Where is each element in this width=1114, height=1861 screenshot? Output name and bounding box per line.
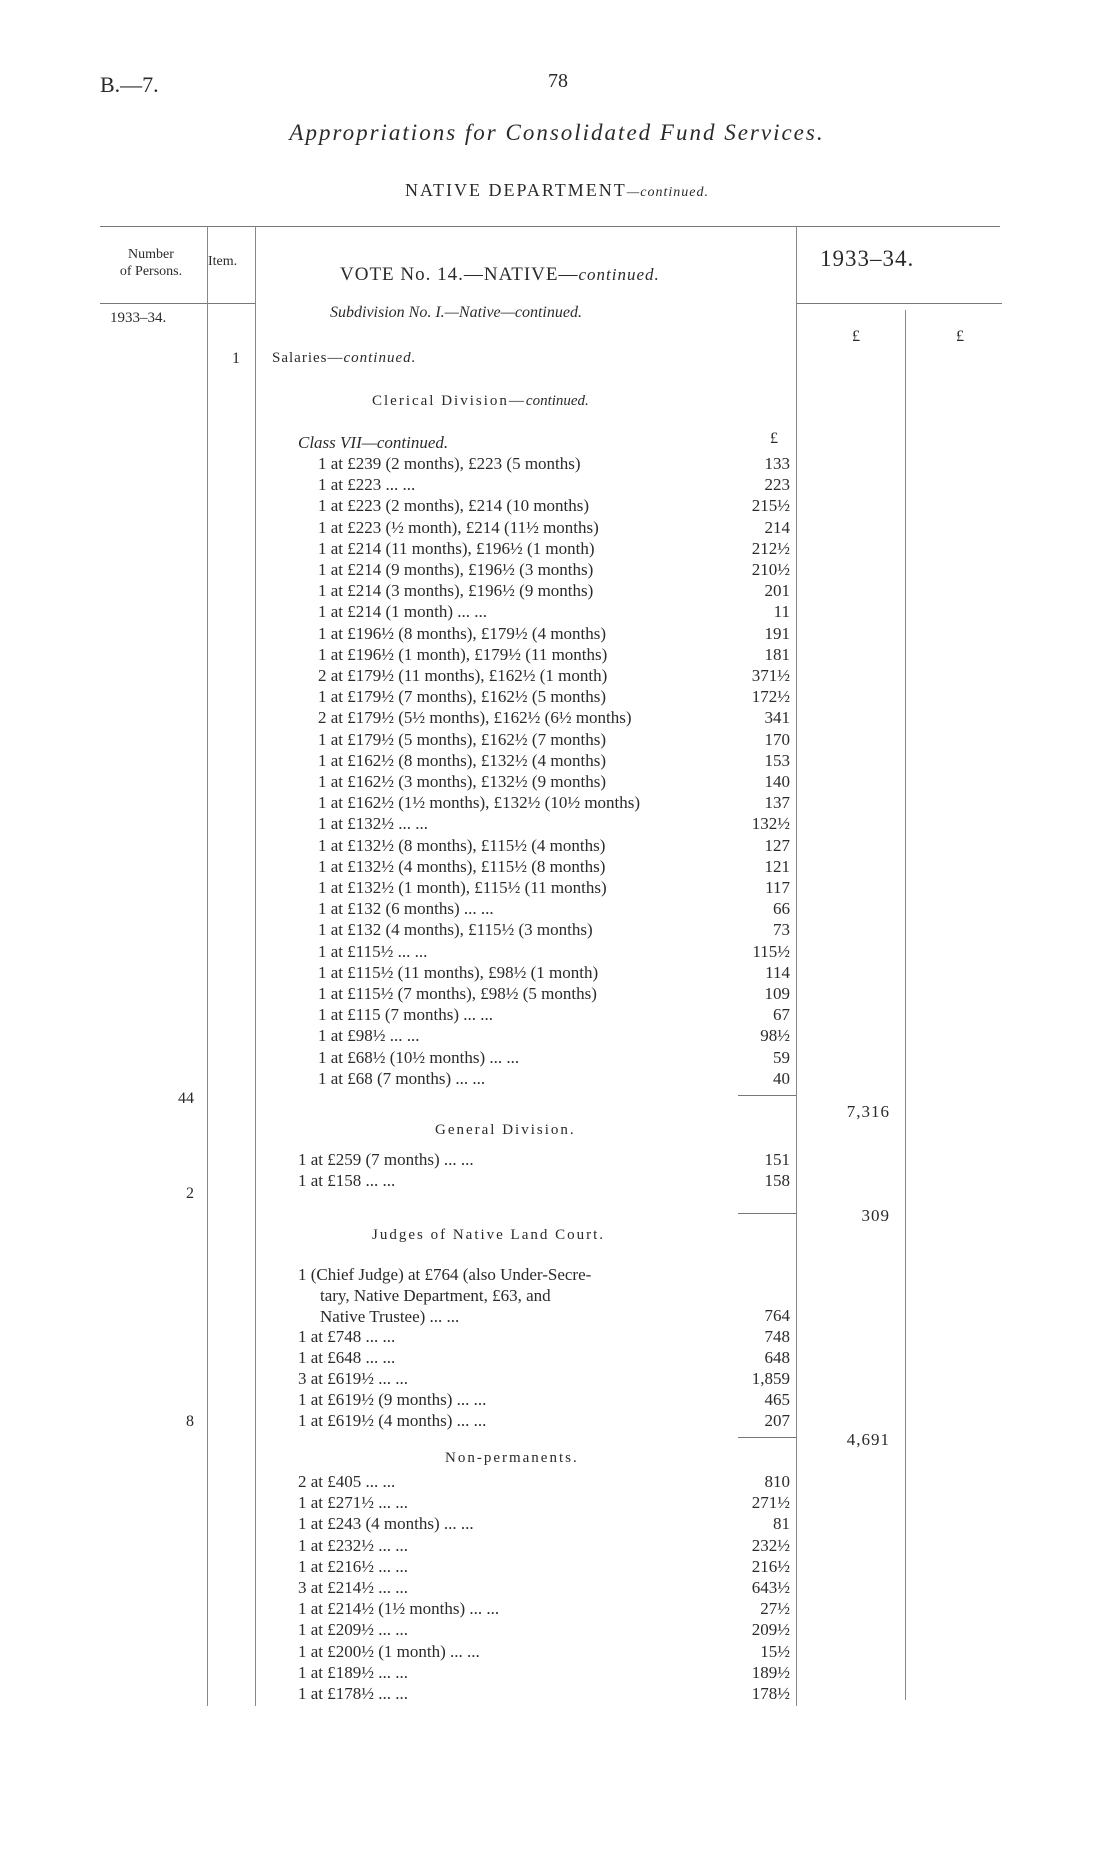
- clerical-division-heading: [372, 393, 589, 410]
- clerical-row-amount: 73: [773, 920, 790, 940]
- nonperm-row-amount: 178½: [751, 1684, 790, 1703]
- clerical-row-desc: 1 at £179½ (7 months), £162½ (5 months): [318, 687, 607, 707]
- nonperm-row-desc: 1 at £232½ ... ...: [298, 1535, 409, 1555]
- general-row-desc: 1 at £158 ... ...: [298, 1171, 396, 1190]
- clerical-row-amount: 172½: [751, 687, 790, 707]
- general-persons-count: 2: [186, 1185, 194, 1202]
- nonperm-row-amount: 810: [764, 1472, 790, 1491]
- judges-chief-line3: Native Trustee) ... ...: [320, 1307, 460, 1326]
- judges-total: 4,691: [846, 1430, 890, 1449]
- clerical-subtotal-rule: [738, 1095, 796, 1096]
- judges-row-desc: 1 at £648 ... ...: [298, 1348, 396, 1367]
- nonperm-row-desc: 1 at £178½ ... ...: [298, 1684, 409, 1703]
- clerical-total: 7,316: [846, 1102, 890, 1121]
- clerical-row-desc: 1 at £179½ (5 months), £162½ (7 months): [318, 729, 607, 749]
- clerical-heading-label: Clerical Division—: [372, 393, 526, 409]
- clerical-row-desc: 1 at £196½ (1 month), £179½ (11 months): [318, 644, 608, 664]
- general-total: 309: [861, 1206, 890, 1225]
- judges-row-desc: 1 at £619½ (4 months) ... ...: [298, 1411, 487, 1430]
- nonperm-row-desc: 1 at £189½ ... ...: [298, 1662, 409, 1682]
- judges-row-amount: 748: [764, 1327, 790, 1346]
- clerical-row-desc: 1 at £132 (6 months) ... ...: [318, 899, 494, 919]
- clerical-row-desc: 1 at £214 (3 months), £196½ (9 months): [318, 581, 594, 601]
- clerical-row-amount: 11: [773, 602, 790, 622]
- page-title: Appropriations for Consolidated Fund Services.: [289, 120, 825, 145]
- clerical-pound-sign: £: [770, 430, 778, 447]
- pound-sign-col1: £: [852, 328, 860, 345]
- column-header-persons: [96, 246, 206, 280]
- clerical-row-desc: 2 at £179½ (11 months), £162½ (1 month): [318, 666, 608, 685]
- clerical-row-desc: 1 at £223 (2 months), £214 (10 months): [318, 496, 590, 516]
- clerical-row-amount: 137: [764, 793, 790, 813]
- table-top-rule: [100, 226, 1000, 227]
- clerical-row-amount: 114: [765, 962, 790, 982]
- clerical-row-amount: 170: [764, 729, 790, 749]
- clerical-row-amount: 133: [764, 454, 790, 473]
- judges-row-amount: 1,859: [751, 1369, 790, 1388]
- clerical-row-desc: 1 at £115½ (11 months), £98½ (1 month): [318, 962, 599, 982]
- nonperm-row-amount: 216½: [751, 1556, 790, 1576]
- clerical-row-desc: 2 at £179½ (5½ months), £162½ (6½ months): [318, 708, 632, 728]
- clerical-row-desc: 1 at £132½ (8 months), £115½ (4 months): [318, 835, 606, 855]
- clerical-row-amount: 201: [764, 581, 790, 601]
- item-number: 1: [232, 350, 240, 367]
- clerical-row-amount: 191: [764, 623, 790, 643]
- vote-suffix: continued.: [578, 265, 660, 284]
- clerical-row-amount: 371½: [751, 666, 790, 685]
- general-division-heading: General Division.: [435, 1122, 576, 1138]
- judges-row-amount: 648: [764, 1348, 790, 1367]
- clerical-row-desc: 1 at £132½ ... ...: [318, 814, 429, 834]
- clerical-row-desc: 1 at £115½ ... ...: [318, 941, 428, 961]
- judges-chief-line2: tary, Native Department, £63, and: [320, 1286, 551, 1305]
- department-heading: [0, 180, 1114, 201]
- nonperm-row-amount: 209½: [751, 1620, 790, 1640]
- general-row-amount: 151: [764, 1150, 790, 1169]
- clerical-row-amount: 214: [764, 517, 790, 537]
- clerical-row-desc: 1 at £214 (11 months), £196½ (1 month): [318, 538, 595, 558]
- clerical-row-amount: 210½: [751, 560, 790, 579]
- clerical-row-amount: 67: [773, 1005, 790, 1025]
- clerical-row-desc: 1 at £214 (1 month) ... ...: [318, 602, 488, 622]
- pound-sign-col2: £: [956, 328, 964, 345]
- clerical-row-amount: 223: [764, 475, 790, 495]
- clerical-row-desc: 1 at £132½ (1 month), £115½ (11 months): [318, 878, 607, 897]
- nonperm-row-desc: 3 at £214½ ... ...: [298, 1578, 409, 1597]
- salaries-label: Salaries—: [272, 350, 344, 366]
- nonperm-row-desc: 2 at £405 ... ...: [298, 1472, 396, 1491]
- judges-chief-amount: 764: [764, 1306, 790, 1325]
- clerical-row-desc: 1 at £196½ (8 months), £179½ (4 months): [318, 623, 607, 643]
- nonperm-row-amount: 15½: [760, 1641, 790, 1661]
- judges-row-desc: 3 at £619½ ... ...: [298, 1369, 409, 1388]
- clerical-row-desc: 1 at £223 (½ month), £214 (11½ months): [318, 517, 599, 537]
- clerical-row-amount: 181: [764, 644, 790, 664]
- vote-heading: [340, 264, 660, 286]
- header-bottom-rule-right: [796, 303, 1002, 304]
- clerical-row-desc: 1 at £68½ (10½ months) ... ...: [318, 1047, 520, 1067]
- nonperm-row-amount: 271½: [751, 1493, 790, 1513]
- nonperm-row-amount: 232½: [751, 1535, 790, 1555]
- clerical-row-amount: 109: [764, 984, 790, 1003]
- clerical-row-amount: 121: [764, 856, 790, 876]
- clerical-persons-count: 44: [178, 1090, 194, 1107]
- clerical-row-desc: 1 at £239 (2 months), £223 (5 months): [318, 454, 581, 473]
- clerical-row-amount: 115½: [752, 941, 790, 961]
- judges-heading: Judges of Native Land Court.: [372, 1227, 606, 1243]
- clerical-row-amount: 132½: [751, 814, 790, 834]
- clerical-row-desc: 1 at £132½ (4 months), £115½ (8 months): [318, 856, 606, 876]
- clerical-row-amount: 341: [764, 708, 790, 728]
- clerical-row-amount: 98½: [760, 1026, 790, 1046]
- vote-title: VOTE No. 14.—NATIVE—: [340, 264, 579, 285]
- judges-persons-count: 8: [186, 1413, 194, 1430]
- column-header-year: 1933–34.: [820, 246, 915, 271]
- general-row-amount: 158: [764, 1171, 790, 1190]
- clerical-row-amount: 40: [773, 1068, 790, 1088]
- nonperm-row-desc: 1 at £209½ ... ...: [298, 1620, 409, 1640]
- amount-column-rule: [796, 226, 797, 1706]
- nonperm-row-desc: 1 at £243 (4 months) ... ...: [298, 1514, 474, 1534]
- clerical-row-amount: 59: [773, 1047, 790, 1067]
- clerical-row-amount: 215½: [751, 496, 790, 516]
- clerical-row-amount: 212½: [751, 538, 790, 558]
- judges-row-amount: 207: [764, 1411, 790, 1430]
- column-header-persons-line1: Number: [128, 247, 174, 262]
- judges-chief-line1: 1 (Chief Judge) at £764 (also Under-Secre-: [298, 1265, 592, 1284]
- department-name: NATIVE DEPARTMENT: [405, 180, 627, 200]
- clerical-row-desc: 1 at £223 ... ...: [318, 475, 416, 495]
- clerical-row-desc: 1 at £214 (9 months), £196½ (3 months): [318, 560, 594, 579]
- clerical-row-amount: 153: [764, 750, 790, 770]
- salaries-heading: [272, 350, 416, 367]
- clerical-row-amount: 117: [765, 878, 790, 897]
- clerical-row-desc: 1 at £132 (4 months), £115½ (3 months): [318, 920, 593, 940]
- department-suffix: —continued.: [626, 185, 709, 200]
- nonperm-row-amount: 81: [773, 1514, 790, 1534]
- clerical-heading-suffix: continued.: [525, 393, 589, 409]
- nonperm-row-amount: 189½: [751, 1662, 790, 1682]
- header-bottom-rule-left: [100, 303, 255, 304]
- clerical-row-amount: 66: [773, 899, 790, 919]
- salaries-suffix: continued.: [343, 350, 417, 366]
- clerical-row-amount: 140: [764, 772, 790, 791]
- subdivision-heading: Subdivision No. I.—Native—continued.: [330, 304, 582, 321]
- nonperm-row-amount: 27½: [760, 1599, 790, 1619]
- total-inner-column-rule: [905, 310, 906, 1700]
- judges-row-desc: 1 at £619½ (9 months) ... ...: [298, 1390, 487, 1409]
- page-reference: B.—7.: [100, 72, 159, 97]
- nonperm-row-desc: 1 at £200½ (1 month) ... ...: [298, 1641, 480, 1661]
- clerical-row-desc: 1 at £115 (7 months) ... ...: [318, 1005, 494, 1025]
- class-vii-label: Class VII—continued.: [298, 433, 449, 452]
- nonperm-row-desc: 1 at £214½ (1½ months) ... ...: [298, 1599, 500, 1619]
- clerical-row-desc: 1 at £162½ (1½ months), £132½ (10½ months): [318, 793, 641, 813]
- nonperm-row-desc: 1 at £271½ ... ...: [298, 1493, 409, 1513]
- clerical-row-desc: 1 at £68 (7 months) ... ...: [318, 1068, 486, 1088]
- general-row-desc: 1 at £259 (7 months) ... ...: [298, 1150, 474, 1169]
- clerical-row-amount: 127: [764, 835, 790, 855]
- nonperm-row-amount: 643½: [751, 1578, 790, 1597]
- clerical-row-desc: 1 at £162½ (3 months), £132½ (9 months): [318, 772, 607, 791]
- clerical-row-desc: 1 at £98½ ... ...: [318, 1026, 420, 1046]
- nonperm-row-desc: 1 at £216½ ... ...: [298, 1556, 409, 1576]
- judges-row-amount: 465: [764, 1390, 790, 1409]
- column-header-item: Item.: [208, 254, 238, 269]
- judges-row-desc: 1 at £748 ... ...: [298, 1327, 396, 1346]
- clerical-row-desc: 1 at £115½ (7 months), £98½ (5 months): [318, 984, 597, 1003]
- nonpermanents-heading: Non-permanents.: [445, 1450, 579, 1466]
- clerical-row-desc: 1 at £162½ (8 months), £132½ (4 months): [318, 750, 607, 770]
- column-header-persons-line2: of Persons.: [119, 264, 183, 279]
- page-number: 78: [548, 70, 568, 92]
- persons-year: 1933–34.: [110, 310, 167, 326]
